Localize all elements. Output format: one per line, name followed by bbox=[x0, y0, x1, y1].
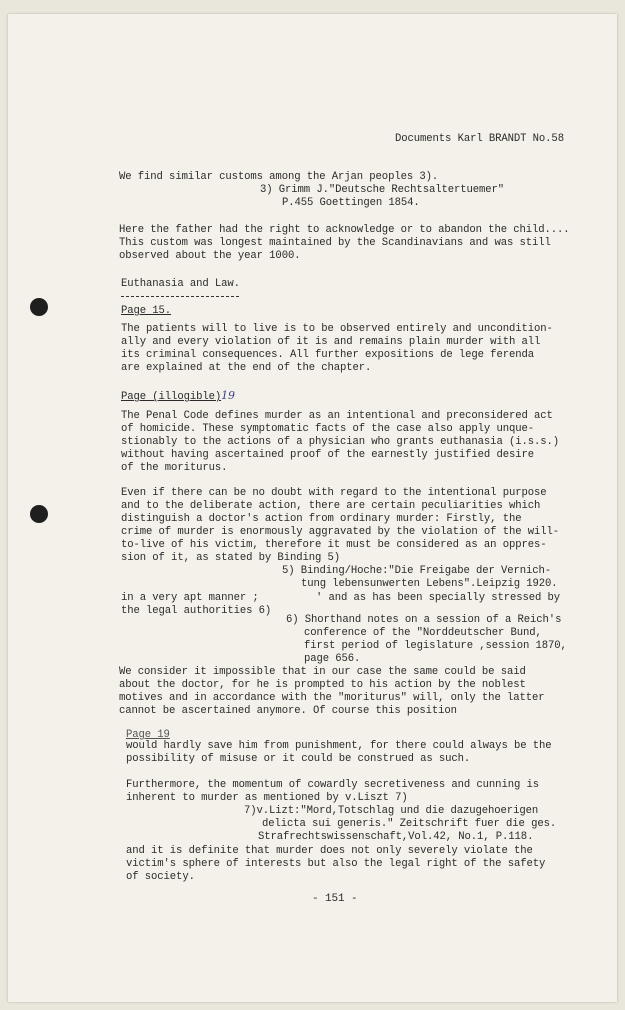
text-line: Furthermore, the momentum of cowardly secretiveness and cunning is bbox=[126, 779, 539, 791]
text-line: and it is definite that murder does not only severely violate the bbox=[126, 845, 533, 857]
text-line: in a very apt manner ; bbox=[121, 592, 259, 604]
text-line: victim's sphere of interests but also the legal right of the safety bbox=[126, 858, 546, 870]
text-line: its criminal consequences. All further expositions de lege ferenda bbox=[121, 349, 534, 361]
text-line: without having ascertained proof of the earnestly justified desire bbox=[121, 449, 534, 461]
document-reference: Documents Karl BRANDT No.58 bbox=[395, 133, 564, 145]
text-line: cannot be ascertained anymore. Of course this position bbox=[119, 705, 457, 717]
text-line: inherent to murder as mentioned by v.Liszt 7) bbox=[126, 792, 408, 804]
heading-page-illegible bbox=[121, 389, 235, 404]
heading-page-illegible-text: Page (illogible) bbox=[121, 391, 222, 403]
text-line: about the doctor, for he is prompted to his action by the noblest bbox=[119, 679, 526, 691]
heading-page-19: Page 19 bbox=[126, 729, 170, 741]
text-line: sion of it, as stated by Binding 5) bbox=[121, 552, 341, 564]
text-line: ' and as has been specially stressed by bbox=[316, 592, 561, 604]
text-line: crime of murder is enormously aggravated by the violation of the will- bbox=[121, 526, 560, 538]
text-line: Euthanasia and Law. bbox=[121, 278, 240, 290]
text-line: The Penal Code defines murder as an intentional and preconsidered act bbox=[121, 410, 553, 422]
text-line: observed about the year 1000. bbox=[119, 250, 301, 262]
text-line: P.455 Goettingen 1854. bbox=[282, 197, 420, 209]
text-line: the legal authorities 6) bbox=[121, 605, 272, 617]
text-line: 3) Grimm J."Deutsche Rechtsaltertuemer" bbox=[260, 184, 505, 196]
text-line: Strafrechtswissenschaft,Vol.42, No.1, P.118. bbox=[258, 831, 534, 843]
text-line: are explained at the end of the chapter. bbox=[121, 362, 372, 374]
text-line: page 656. bbox=[304, 653, 361, 665]
text-line: motives and in accordance with the "moriturus" will, only the latter bbox=[119, 692, 545, 704]
text-line: of society. bbox=[126, 871, 195, 883]
text-line: 5) Binding/Hoche:"Die Freigabe der Vernich- bbox=[282, 565, 552, 577]
text-line: We consider it impossible that in our case the same could be said bbox=[119, 666, 526, 678]
text-line: delicta sui generis." Zeitschrift fuer die ges. bbox=[262, 818, 557, 830]
page-number: - 151 - bbox=[312, 893, 358, 905]
text-line: possibility of misuse or it could be construed as such. bbox=[126, 753, 471, 765]
text-line: The patients will to live is to be observed entirely and uncondition- bbox=[121, 323, 553, 335]
text-line: and to the deliberate action, there are certain peculiarities which bbox=[121, 500, 541, 512]
heading-rule bbox=[121, 296, 239, 297]
punch-hole bbox=[30, 298, 48, 316]
handwritten-page-number: 19 bbox=[221, 389, 235, 402]
text-line: Here the father had the right to acknowledge or to abandon the child.... bbox=[119, 224, 570, 236]
text-line: of homicide. These symptomatic facts of the case also apply unque- bbox=[121, 423, 534, 435]
text-line: This custom was longest maintained by the Scandinavians and was still bbox=[119, 237, 551, 249]
text-line: ally and every violation of it is and remains plain murder with all bbox=[121, 336, 541, 348]
text-line: Even if there can be no doubt with regard to the intentional purpose bbox=[121, 487, 547, 499]
text-line: stionably to the actions of a physician who grants euthanasia (i.s.s.) bbox=[121, 436, 560, 448]
text-line: to-live of his victim, therefore it must be considered as an oppres- bbox=[121, 539, 547, 551]
text-line: We find similar customs among the Arjan peoples 3). bbox=[119, 171, 439, 183]
text-line: 7)v.Lizt:"Mord,Totschlag und die dazugehoerigen bbox=[244, 805, 539, 817]
text-line: first period of legislature ,session 1870, bbox=[304, 640, 567, 652]
text-line: conference of the "Norddeutscher Bund, bbox=[304, 627, 542, 639]
text-line: tung lebensunwerten Lebens".Leipzig 1920. bbox=[301, 578, 558, 590]
punch-hole bbox=[30, 505, 48, 523]
text-line: 6) Shorthand notes on a session of a Reich's bbox=[286, 614, 562, 626]
text-line: of the moriturus. bbox=[121, 462, 228, 474]
heading-page-15: Page 15. bbox=[121, 305, 172, 317]
text-line: distinguish a doctor's action from ordinary murder: Firstly, the bbox=[121, 513, 522, 525]
text-line: would hardly save him from punishment, for there could always be the bbox=[126, 740, 552, 752]
